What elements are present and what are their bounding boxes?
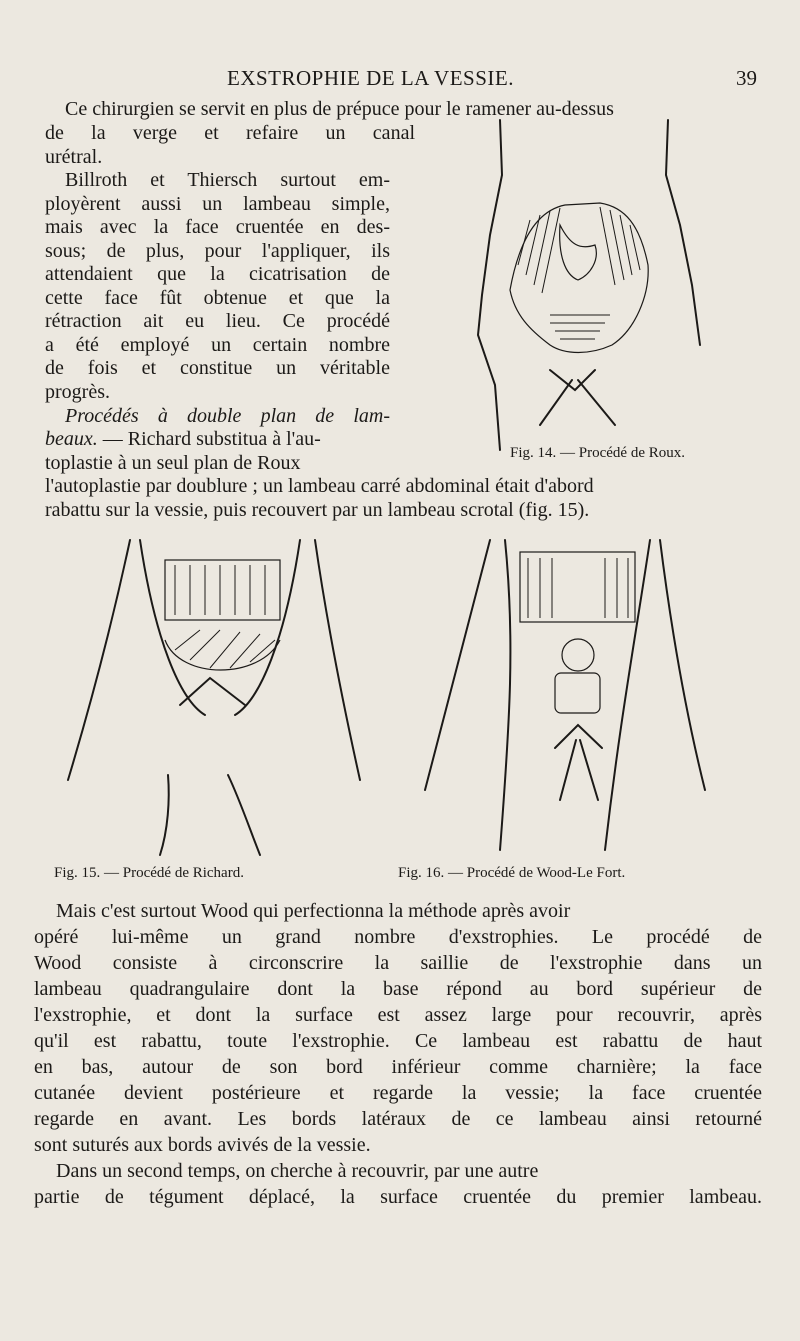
text-line: attendaient que la cicatrisation de	[45, 263, 390, 285]
figure-16-caption: Fig. 16. — Procédé de Wood-Le Fort.	[398, 865, 626, 881]
subhead-line	[65, 405, 390, 428]
text-line: rétraction ait eu lieu. Ce procédé	[45, 310, 390, 332]
text-line: l'exstrophie, et dont la surface est assez large pour recouvrir, après	[34, 1004, 762, 1026]
text-line: mais avec la face cruentée en des-	[45, 216, 390, 238]
text-line: opéré lui-même un grand nombre d'exstrophies. Le procédé de	[34, 926, 762, 948]
figure-14-caption: Fig. 14. — Procédé de Roux.	[510, 445, 685, 461]
text-line: sous; de plus, pour l'appliquer, ils	[45, 240, 390, 262]
text-line: Billroth et Thiersch surtout em-	[65, 169, 390, 191]
text-line: lambeau quadrangulaire dont la base répond au bord supérieur de	[34, 978, 762, 1000]
text-line: sont suturés aux bords avivés de la vessie.	[34, 1134, 371, 1156]
text-line: en bas, autour de son bord inférieur comme charnière; la face	[34, 1056, 762, 1078]
text-line: l'autoplastie par doublure ; un lambeau carré abdominal était d'abord	[45, 475, 594, 497]
text-line: urétral.	[45, 146, 103, 168]
subhead-italic: Procédés à double plan de lam-	[65, 405, 390, 427]
subhead-line	[45, 428, 321, 451]
text-line: Wood consiste à circonscrire la saillie de l'exstrophie dans un	[34, 952, 762, 974]
running-header	[0, 66, 800, 96]
text-line: de fois et constitue un véritable	[45, 357, 390, 379]
subhead-rest: — Richard substitua à l'au-	[97, 428, 321, 450]
page-number: 39	[736, 66, 757, 90]
subhead-italic: beaux.	[45, 428, 98, 450]
figure-15-illustration	[60, 530, 380, 860]
text-line: toplastie à un seul plan de Roux	[45, 452, 301, 474]
figure-15-caption: Fig. 15. — Procédé de Richard.	[54, 865, 244, 881]
text-line: progrès.	[45, 381, 110, 403]
text-line: partie de tégument déplacé, la surface cruentée du premier lambeau.	[34, 1186, 762, 1208]
text-line: de la verge et refaire un canal	[45, 122, 415, 144]
figure-16-illustration	[420, 530, 720, 860]
text-line: Dans un second temps, on cherche à recouvrir, par une autre	[56, 1160, 539, 1182]
text-line: regarde en avant. Les bords latéraux de ce lambeau ainsi retourné	[34, 1108, 762, 1130]
text-line: a été employé un certain nombre	[45, 334, 390, 356]
text-line: Ce chirurgien se servit en plus de prépuce pour le ramener au-dessus	[65, 98, 614, 120]
running-title: EXSTROPHIE DE LA VESSIE.	[227, 66, 514, 90]
text-line: Mais c'est surtout Wood qui perfectionna la méthode après avoir	[56, 900, 571, 922]
text-line: cutanée devient postérieure et regarde la vessie; la face cruentée	[34, 1082, 762, 1104]
text-line: ployèrent aussi un lambeau simple,	[45, 193, 390, 215]
figure-14-illustration	[400, 115, 760, 455]
text-line: qu'il est rabattu, toute l'exstrophie. Ce lambeau est rabattu de haut	[34, 1030, 762, 1052]
text-line: rabattu sur la vessie, puis recouvert par un lambeau scrotal (fig. 15).	[45, 499, 590, 521]
text-line: cette face fût obtenue et que la	[45, 287, 390, 309]
